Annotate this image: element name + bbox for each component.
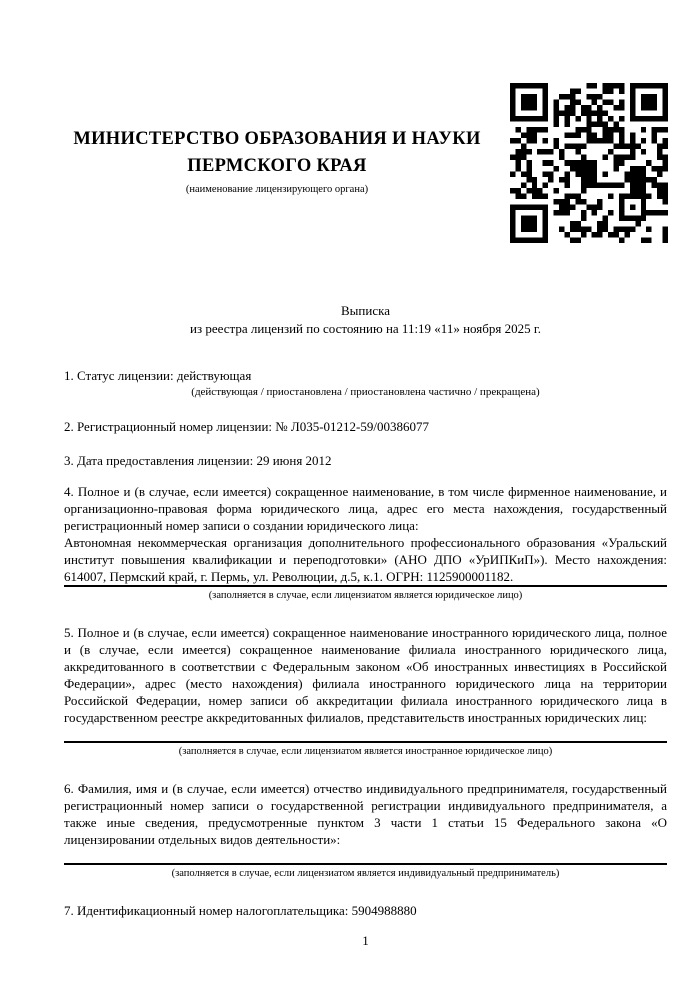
- foreign-entity-rule: [64, 741, 667, 743]
- page-number: 1: [362, 933, 369, 948]
- legal-entity-label: 4. Полное и (в случае, если имеется) сокращенное наименование, в том числе фирменное наименование, и организационно-правовая форма юридического лица, адрес его места нахождения, государственный регистрационный номер записи о создании юридического лица:: [64, 484, 667, 533]
- license-status-text: 1. Статус лицензии: действующая: [64, 368, 252, 383]
- entrepreneur-rule: [64, 863, 667, 865]
- item-legal-entity: [64, 483, 667, 602]
- entrepreneur-caption: (заполняется в случае, если лицензиатом является индивидуальный предприниматель): [171, 868, 560, 879]
- qr-code-icon: [510, 83, 668, 243]
- document-title: [64, 302, 667, 338]
- license-status-options: (действующая / приостановлена / приостановлена частично / прекращена): [191, 386, 540, 398]
- document-title-line1: Выписка: [341, 303, 390, 318]
- licensing-authority-header: [64, 126, 490, 197]
- legal-entity-rule: [64, 585, 667, 587]
- foreign-entity-caption: (заполняется в случае, если лицензиатом является иностранное юридическое лицо): [178, 746, 553, 757]
- foreign-entity-label: 5. Полное и (в случае, если имеется) сокращенное наименование иностранного юридического лица, полное и (в случае, если имеется) сокращенное наименование филиала иностранного юридического лица, аккредитованного в соответствии с Федеральным законом «Об иностранных инвестициях в Российской Федерации», адрес (место нахождения) филиала иностранного юридического лица на территории Российской Федерации, номер записи об аккредитации филиала иностранного юридического лица в государственном реестре аккредитованных филиалов, представительств иностранных юридических лиц:: [64, 625, 667, 725]
- item-taxpayer-number: 7. Идентификационный номер налогоплательщика: 5904988880: [64, 903, 417, 918]
- entrepreneur-label: 6. Фамилия, имя и (в случае, если имеется) отчество индивидуального предпринимателя, государственный регистрационный номер записи о государственной регистрации индивидуального предпринимателя, а также иные сведения, предусмотренные пунктом 3 части 1 статьи 15 Федерального закона «О лицензировании отдельных видов деятельности»:: [64, 781, 667, 847]
- authority-subtitle: (наименование лицензирующего органа): [185, 184, 369, 195]
- item-foreign-entity: [64, 624, 667, 758]
- item-license-date: 3. Дата предоставления лицензии: 29 июня 2012: [64, 453, 332, 468]
- item-individual-entrepreneur: [64, 780, 667, 880]
- legal-entity-caption: (заполняется в случае, если лицензиатом является юридическое лицо): [208, 590, 523, 601]
- document-title-line2: из реестра лицензий по состоянию на 11:19 «11» ноября 2025 г.: [190, 321, 541, 336]
- authority-title-line2: ПЕРМСКОГО КРАЯ: [187, 156, 367, 176]
- legal-entity-value: Автономная некоммерческая организация дополнительного профессионального образования «Уральский институт повышения квалификации и переподготовки» (АНО ДПО «УрИПКиП»). Место нахождения: 614007, Пермский край, г. Пермь, ул. Революции, д.5, к.1. ОГРН: 1125900001182.: [64, 535, 667, 584]
- document-body: [64, 302, 667, 949]
- item-registration-number: 2. Регистрационный номер лицензии: № Л035-01212-59/00386077: [64, 419, 430, 434]
- item-license-status: [64, 367, 667, 399]
- authority-title-line1: МИНИСТЕРСТВО ОБРАЗОВАНИЯ И НАУКИ: [73, 129, 481, 149]
